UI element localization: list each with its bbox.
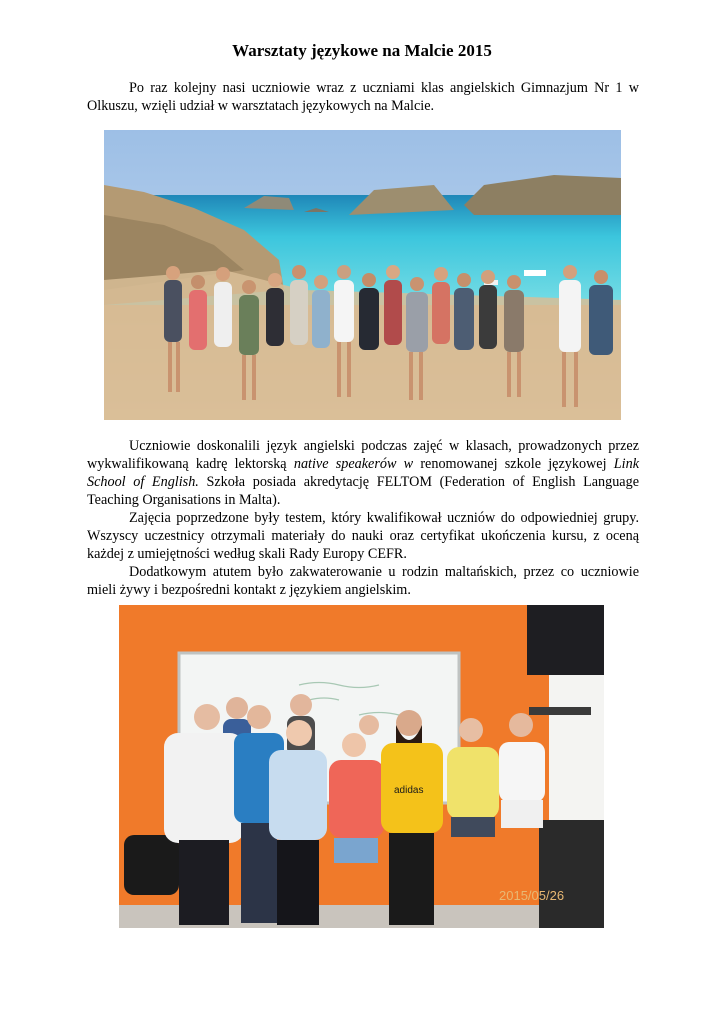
intro-text: Po raz kolejny nasi uczniowie wraz z uczniami klas angielskich Gimnazjum Nr 1 w Olkuszu, wzięli udział w warsztatach językowych na Malcie. (87, 80, 639, 114)
para1-italic-school-name: Link School of English. (87, 456, 639, 490)
para1-text-c: Szkoła posiada akredytację FELTOM (Federation of English Language Teaching Organisations in Malta). (87, 474, 639, 508)
body-paragraphs (87, 437, 639, 599)
para1-italic-native-speakers: native speakerów w (293, 456, 414, 472)
para1-text-a: Uczniowie doskonalili język angielski podczas zajęć w klasach, prowadzonych przez wykwalifikowaną kadrę lektorską (87, 438, 639, 472)
document-title: Warsztaty językowe na Malcie 2015 (232, 41, 492, 60)
shirt-logo-text: adidas (394, 785, 424, 796)
blue-lagoon-group-photo (104, 130, 621, 420)
classroom-group-photo (119, 605, 604, 928)
intro-paragraph (87, 79, 639, 115)
paragraph-accommodation: Dodatkowym atutem było zakwaterowanie u rodzin maltańskich, przez co uczniowie mieli żywy i bezpośredni kontakt z językiem angielskim. (87, 564, 639, 598)
paragraph-school (87, 437, 639, 509)
paragraph-test: Zajęcia poprzedzone były testem, który kwalifikował uczniów do odpowiedniej grupy. Wszyscy uczestnicy otrzymali materiały do nauki oraz certyfikat ukończenia kursu, z oceną każdej z umiejętności według skali Rady Europy CEFR. (87, 510, 639, 562)
para1-text-b: renomowanej szkole językowej (413, 456, 614, 472)
photo-date-stamp: 2015/05/26 (499, 888, 565, 903)
